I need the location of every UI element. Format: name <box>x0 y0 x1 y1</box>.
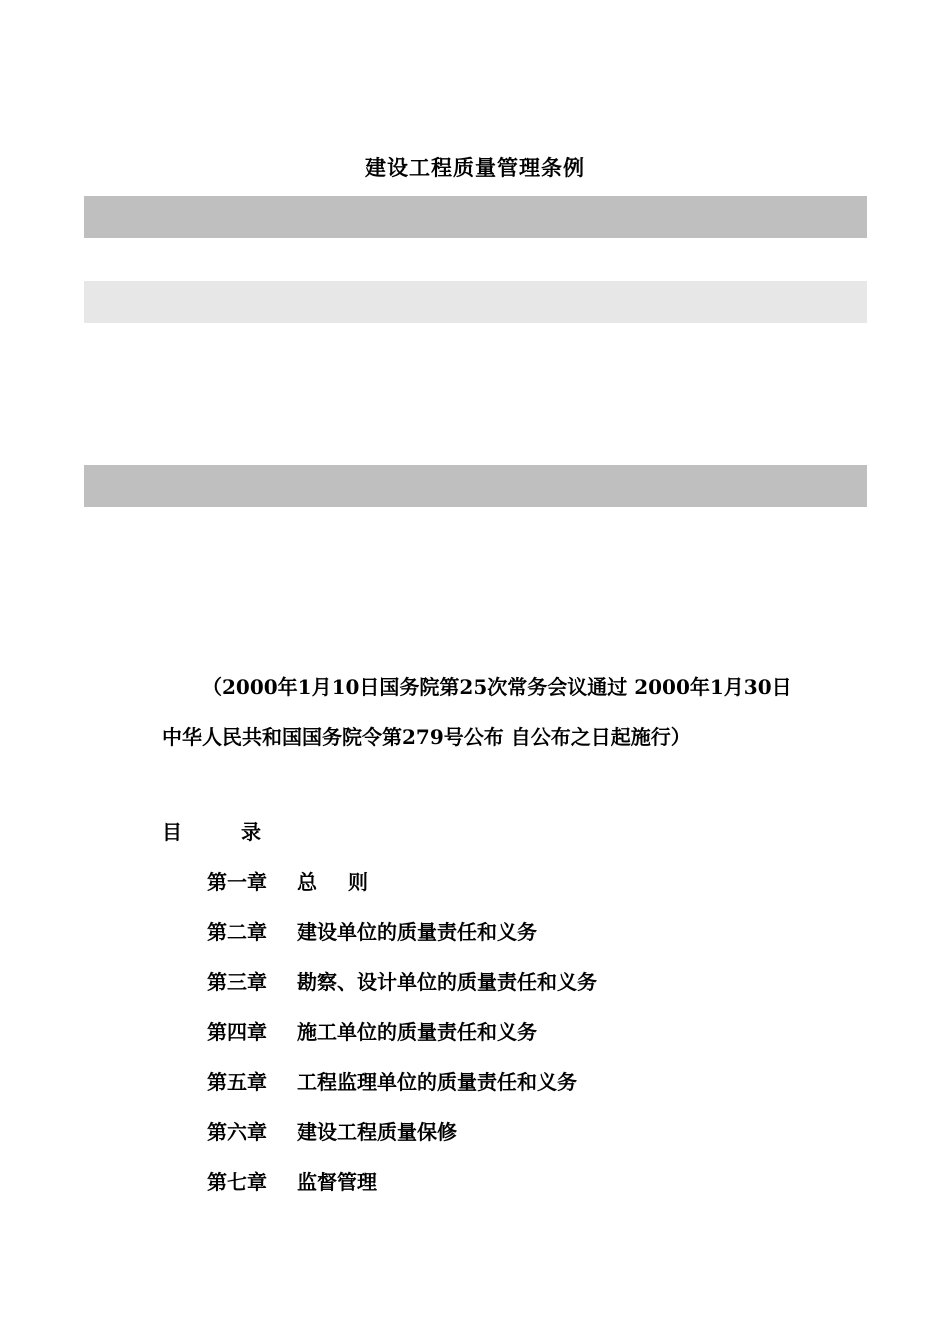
promulgation-note: （2000年1月10日国务院第25次常务会议通过 2000年1月30日中华人民共和国国务院令第279号公布 自公布之日起施行） <box>162 675 792 749</box>
toc-chapter-number: 第五章 <box>207 1070 267 1094</box>
toc-chapter-title: 施工单位的质量责任和义务 <box>297 1020 537 1044</box>
toc-chapter-number: 第六章 <box>207 1120 267 1144</box>
toc-item <box>207 912 597 962</box>
toc-item <box>207 862 597 912</box>
toc-chapter-number: 第二章 <box>207 920 267 944</box>
toc-chapter-title: 勘察、设计单位的质量责任和义务 <box>297 970 597 994</box>
document-title: 建设工程质量管理条例 <box>365 155 585 180</box>
toc-heading: 目 录 <box>162 820 287 844</box>
toc-item <box>207 1112 597 1162</box>
toc-chapter-number: 第四章 <box>207 1020 267 1044</box>
toc-item <box>207 962 597 1012</box>
toc-chapter-number: 第三章 <box>207 970 267 994</box>
shaded-band <box>84 281 867 323</box>
toc-chapter-title: 总 则 <box>297 870 380 894</box>
toc-chapter-number: 第一章 <box>207 870 267 894</box>
shaded-band <box>84 196 867 238</box>
toc-item <box>207 1012 597 1062</box>
table-of-contents <box>207 862 597 1212</box>
toc-item <box>207 1062 597 1112</box>
toc-chapter-number: 第七章 <box>207 1170 267 1194</box>
toc-chapter-title: 建设单位的质量责任和义务 <box>297 920 537 944</box>
shaded-band <box>84 465 867 507</box>
toc-chapter-title: 建设工程质量保修 <box>297 1120 457 1144</box>
toc-chapter-title: 监督管理 <box>297 1170 377 1194</box>
toc-item <box>207 1162 597 1212</box>
toc-chapter-title: 工程监理单位的质量责任和义务 <box>297 1070 577 1094</box>
